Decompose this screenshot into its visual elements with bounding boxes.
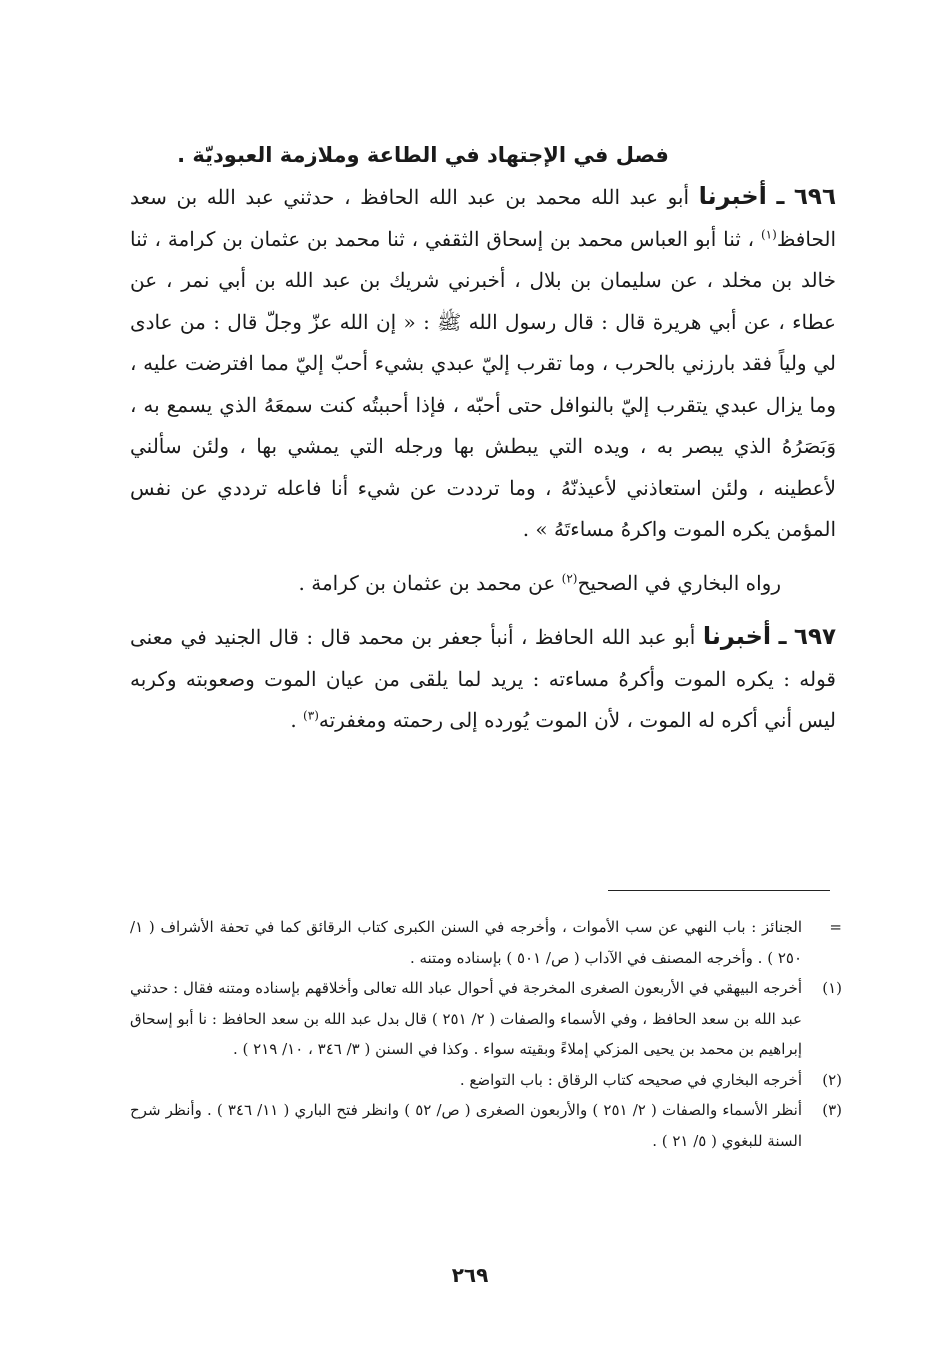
- hadith-dash: ـ: [776, 184, 785, 210]
- footnote-text: أخرجه البيهقي في الأربعون الصغرى المخرجة في أحوال عباد الله تعالى وأخلاقهم بإسناده ومتنه فقال : حدثني عبد الله بن سعد الحافظ ، وفي الأسماء والصفات ( ٢/ ٢٥١ ) قال بدل عبد الله بن سعد الحافظ : نا أبو إسحاق إبراهيم بن محمد بن يحيى المزكي إملاءً وبقيته سواء . وكذا في السنن ( ٣/ ٣٤٦ ، ١٠/ ٢١٩ ) .: [130, 979, 802, 1058]
- footnote-continued: [130, 912, 842, 973]
- paragraph-696: [130, 176, 836, 551]
- main-text: [130, 140, 836, 742]
- footnote-3: [130, 1095, 842, 1156]
- footnote-ref: (٢): [561, 570, 578, 585]
- hadith-dash: ـ: [778, 624, 787, 650]
- footnote-mark: (١): [822, 979, 842, 997]
- narration-text-continued: عن محمد بن عثمان بن كرامة .: [298, 570, 556, 595]
- narration-line: [130, 563, 836, 605]
- page-number: ٢٦٩: [451, 1263, 489, 1287]
- hadith-number: ٦٩٧: [793, 624, 837, 650]
- section-heading: فصل في الإجتهاد في الطاعة وملازمة العبوديّة .: [177, 143, 669, 167]
- footnote-ref: (٣): [303, 708, 319, 723]
- paragraph-text: أبو عبد الله محمد بن عبد الله الحافظ ، حدثني عبد الله بن سعد الحافظ: [130, 185, 837, 251]
- footnote-mark: (٣): [822, 1101, 842, 1119]
- footnote-text: أخرجه البخاري في صحيحه كتاب الرقاق : باب التواضع .: [459, 1070, 802, 1089]
- hadith-keyword: أخبرنا: [698, 182, 767, 210]
- hadith-number: ٦٩٦: [793, 184, 836, 210]
- hadith-keyword: أخبرنا: [702, 622, 772, 650]
- footnote-1: [130, 973, 842, 1065]
- footnote-mark: =: [829, 918, 842, 936]
- footnote-ref: (١): [760, 226, 777, 241]
- footnote-text: الجنائز : باب النهي عن سب الأموات ، وأخرجه في السنن الكبرى كتاب الرقائق كما في تحفة الأشراف ( ١/ ٢٥٠ ) . وأخرجه المصنف في الآداب ( ص/ ٥٠١ ) بإسناده ومتنه .: [130, 918, 802, 967]
- footnote-text: أنظر الأسماء والصفات ( ٢/ ٢٥١ ) والأربعون الصغرى ( ص/ ٥٢ ) وانظر فتح الباري ( ١١/ ٣٤٦ ) . وأنظر شرح السنة للبغوي ( ٥/ ٢١ ) .: [130, 1101, 803, 1150]
- paragraph-text: أبو عبد الله الحافظ ، أنبأ جعفر بن محمد قال : قال الجنيد في معنى قوله : يكره الموت وأكرهُ مساءته : يريد لما يلقى من عيان الموت وصعوبته وكربه ليس أني أكره له الموت ، لأن الموت يُورده إلى رحمته ومغفرته: [130, 625, 836, 732]
- narration-wrap: [130, 563, 836, 605]
- narration-text: رواه البخاري في الصحيح: [577, 570, 781, 595]
- footnote-mark: (٢): [822, 1070, 842, 1089]
- paragraph-text-continued: .: [290, 708, 297, 732]
- footnotes: [130, 912, 842, 1156]
- paragraph-697: [130, 616, 836, 742]
- footnote-divider: [608, 890, 830, 891]
- paragraph-text-continued: ، ثنا أبو العباس محمد بن إسحاق الثقفي ، ثنا محمد بن عثمان بن كرامة ، ثنا خالد بن مخلد ، عن سليمان بن بلال ، أخبرني شريك بن عبد الله بن أبي نمر ، عن عطاء ، عن أبي هريرة قال : قال رسول الله ﷺ : « إن الله عزّ وجلّ قال : من عادى لي ولياً فقد بارزني بالحرب ، وما تقرب إليّ عبدي بشيء أحبّ إليّ مما افترضت عليه ، وما يزال عبدي يتقرب إليّ بالنوافل حتى أحبّه ، فإذا أحببتُه كنت سمعَهُ الذي يسمع به ، وَبَصَرُهُ الذي يبصر به ، ويده التي يبطش بها ورجله التي يمشي بها ، ولئن سألني لأعطينه ، ولئن استعاذني لأعيذنّهُ ، وما ترددت عن شيء أنا فاعله ترددي عن نفس المؤمن يكره الموت واكرهُ مساءتَهُ » .: [130, 226, 837, 541]
- footnote-2: [130, 1065, 842, 1096]
